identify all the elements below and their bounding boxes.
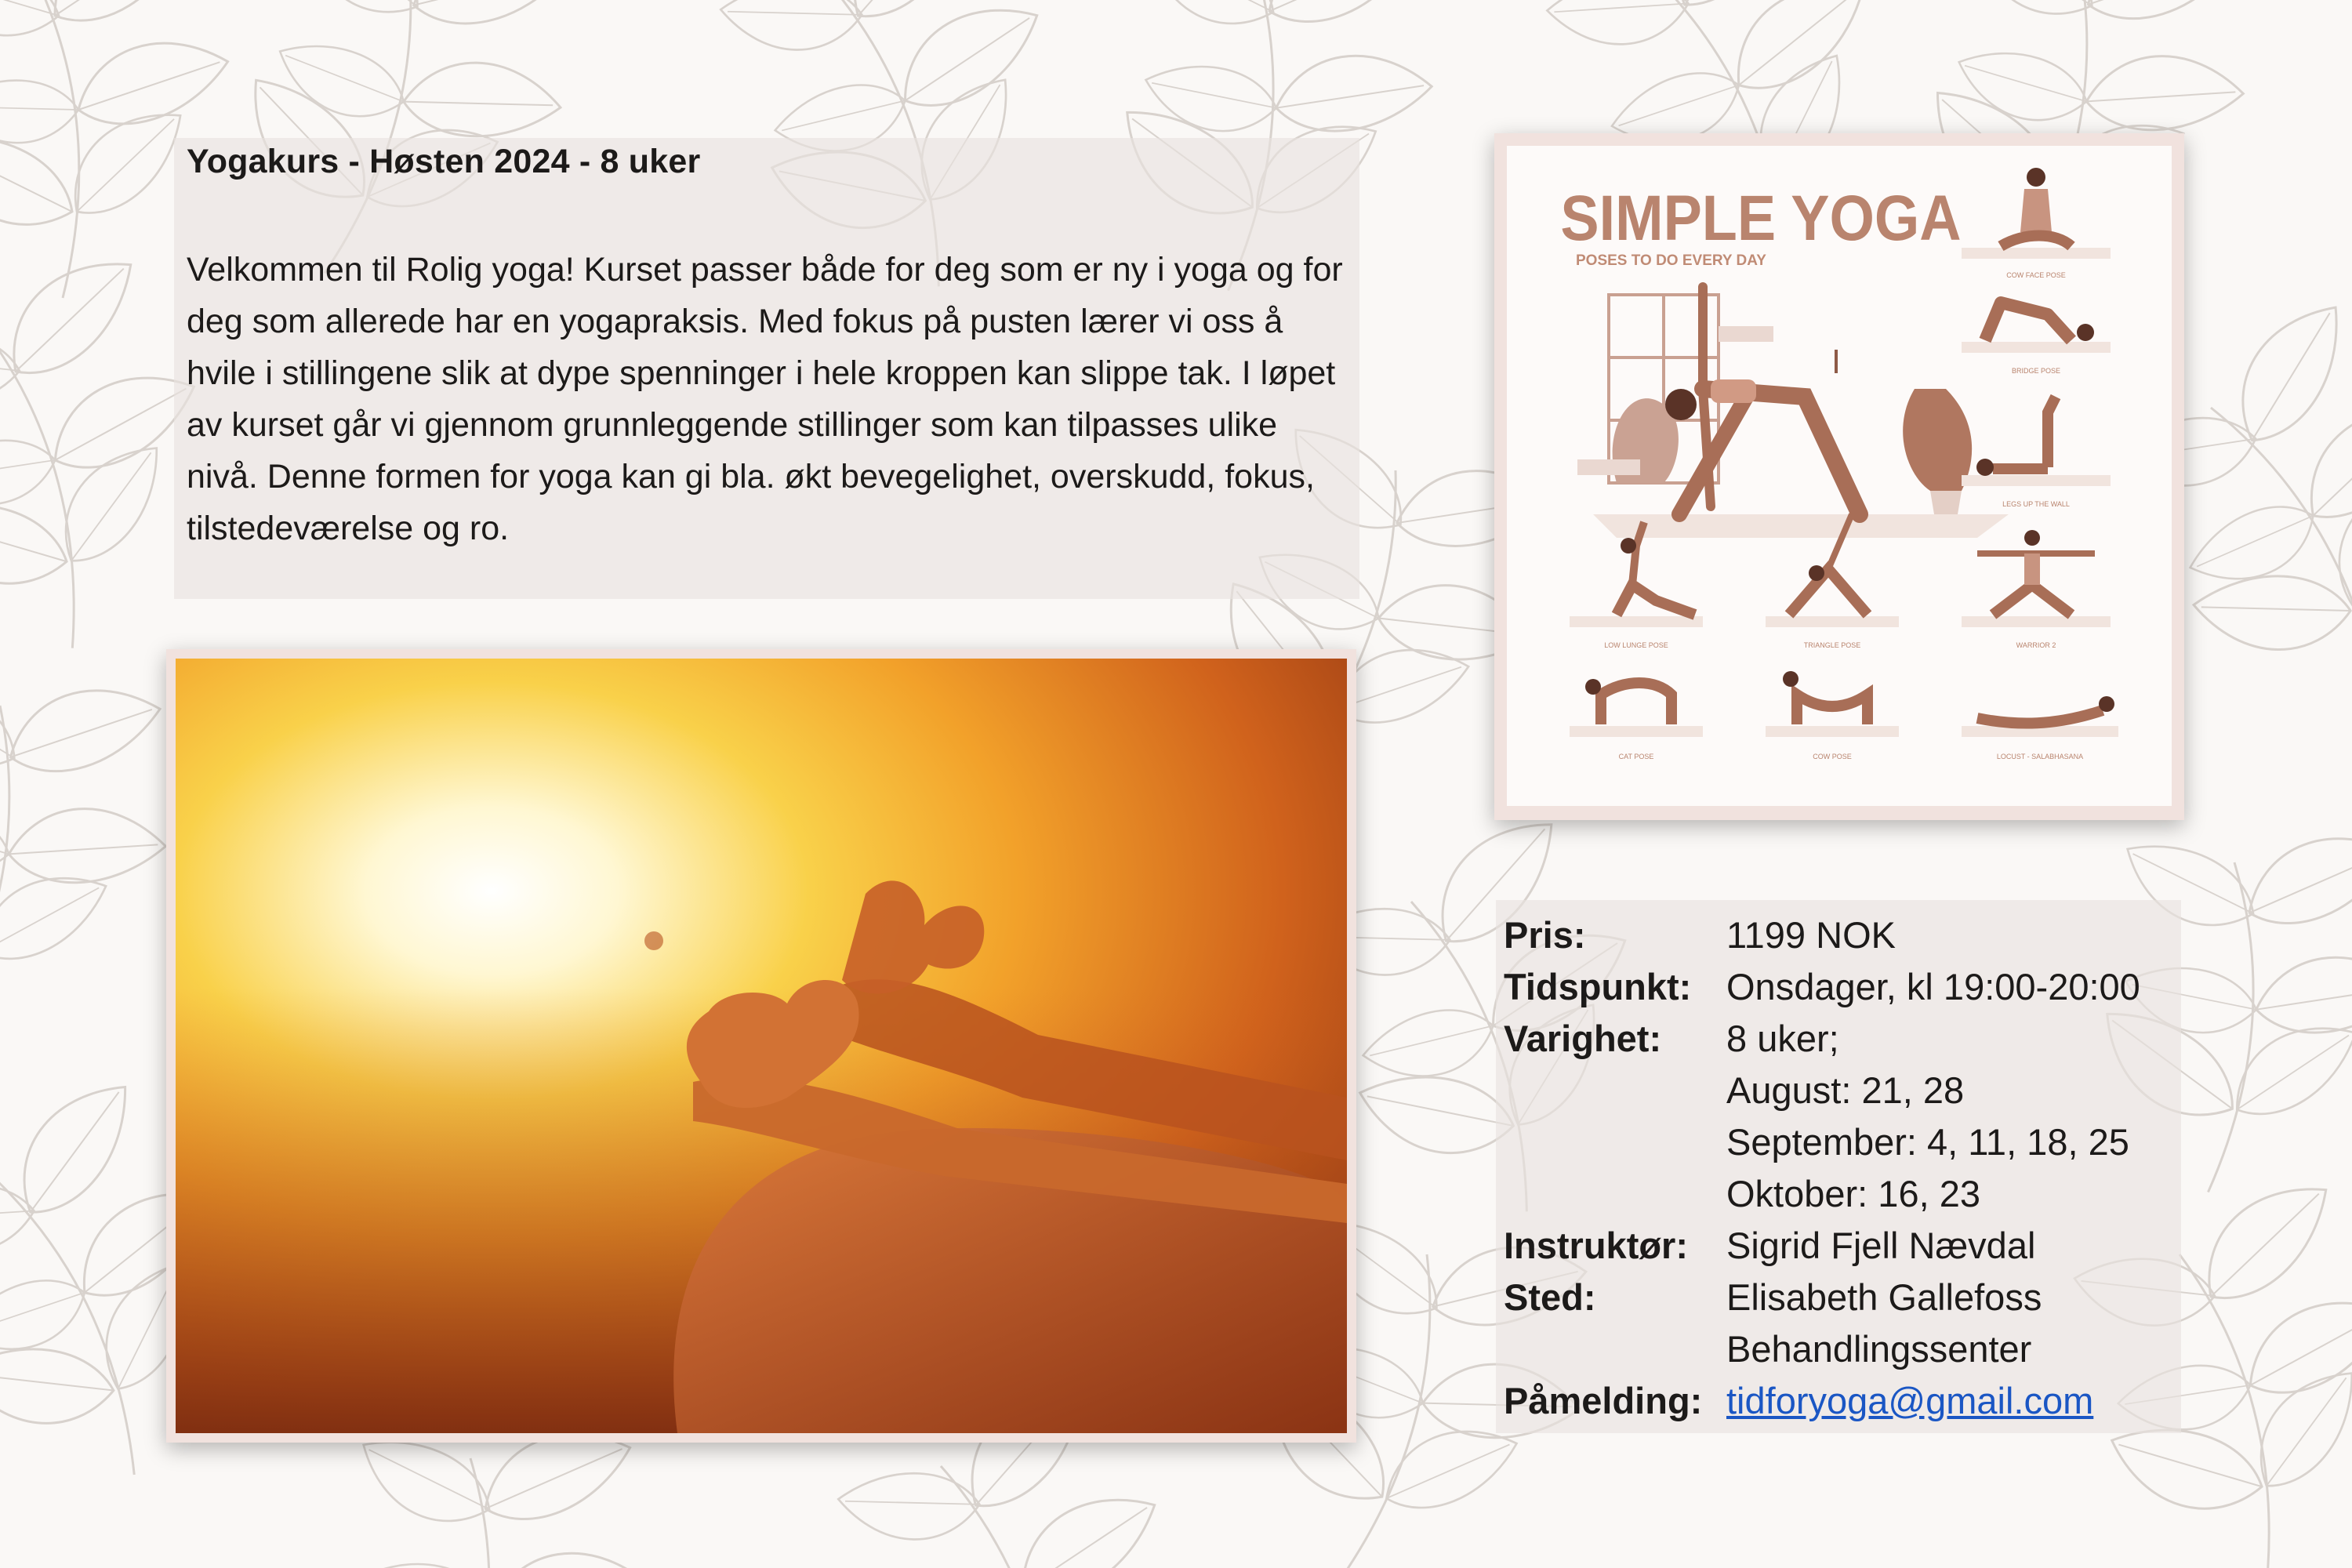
dates-row-august: [1504, 1065, 2140, 1116]
yoga-poster-frame: [1494, 133, 2184, 820]
poster-subtitle: POSES TO DO EVERY DAY: [1576, 252, 1766, 269]
duration-label: Varighet:: [1504, 1018, 1662, 1059]
pose-label-cow: COW POSE: [1813, 753, 1852, 760]
time-label: Tidspunkt:: [1504, 966, 1692, 1007]
dates-row-september: [1504, 1116, 2140, 1168]
place-value-line1: Elisabeth Gallefoss: [1726, 1276, 2042, 1318]
dates-august: August: 21, 28: [1726, 1069, 1965, 1111]
time-row: [1504, 961, 2140, 1013]
pose-label-low-lunge: LOW LUNGE POSE: [1604, 641, 1668, 649]
pose-label-bridge: BRIDGE POSE: [2011, 367, 2061, 375]
place-row-2: [1504, 1323, 2140, 1375]
course-info-table: [1504, 909, 2140, 1427]
signup-email-link[interactable]: tidforyoga@gmail.com: [1726, 1380, 2094, 1421]
dates-row-october: [1504, 1168, 2140, 1220]
dates-september: September: 4, 11, 18, 25: [1726, 1121, 2129, 1163]
signup-label: Påmelding:: [1504, 1380, 1703, 1421]
place-label: Sted:: [1504, 1276, 1596, 1318]
dates-october: Oktober: 16, 23: [1726, 1173, 1980, 1214]
duration-row: [1504, 1013, 2140, 1065]
time-value: Onsdager, kl 19:00-20:00: [1726, 966, 2140, 1007]
price-label: Pris:: [1504, 914, 1586, 956]
pose-label-legs-up: LEGS UP THE WALL: [2002, 500, 2070, 508]
course-description: Velkommen til Rolig yoga! Kurset passer både for deg som er ny i yoga og for deg som allerede har en yogapraksis. Med fokus på pusten lærer vi oss å hvile i stillingene slik at dype spenninger i hele kroppen kan slippe tak. I løpet av kurset går vi gjennom grunnleggende stillinger som kan tilpasses ulike nivå. Denne formen for yoga kan gi bla. økt bevegelighet, overskudd, fokus, tilstedeværelse og ro.: [187, 251, 1343, 547]
meditation-photo-frame: [166, 649, 1356, 1443]
instructor-value: Sigrid Fjell Nævdal: [1726, 1225, 2036, 1266]
price-row: [1504, 909, 2140, 961]
instructor-label: Instruktør:: [1504, 1225, 1688, 1266]
pose-label-triangle: TRIANGLE POSE: [1803, 641, 1861, 649]
duration-value: 8 uker;: [1726, 1018, 1839, 1059]
place-row: [1504, 1272, 2140, 1323]
place-value-line2: Behandlingssenter: [1726, 1328, 2032, 1370]
pose-label-cat: CAT POSE: [1618, 753, 1654, 760]
pose-label-locust: LOCUST - SALABHASANA: [1996, 753, 2084, 760]
price-value: 1199 NOK: [1726, 914, 1896, 956]
instructor-row: [1504, 1220, 2140, 1272]
meditation-sunset-photo: [176, 659, 1347, 1433]
pose-label-cow-face: COW FACE POSE: [2006, 271, 2066, 279]
signup-row: [1504, 1375, 2140, 1427]
course-title: Yogakurs - Høsten 2024 - 8 uker: [187, 143, 701, 180]
pose-label-warrior-2: WARRIOR 2: [2016, 641, 2056, 649]
poster-title: SIMPLE YOGA: [1560, 181, 1962, 254]
simple-yoga-poster: [1507, 146, 2172, 806]
